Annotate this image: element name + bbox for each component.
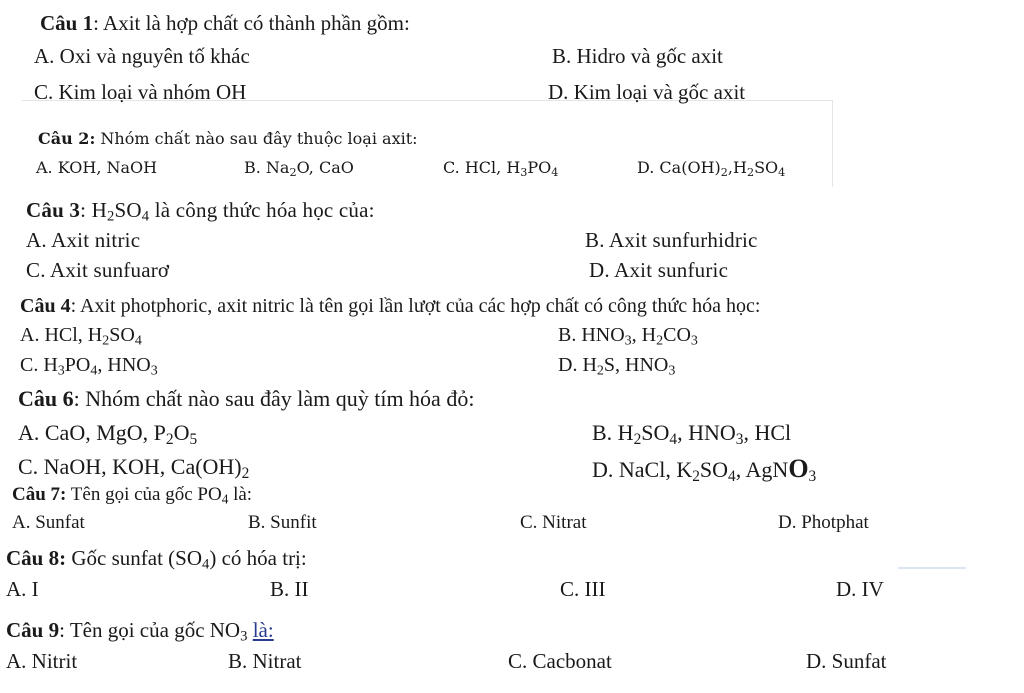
question-9-option-a: A. Nitrit <box>6 649 78 673</box>
question-4-option-a: A. HCl, $H_2SO_4$ <box>20 324 142 349</box>
question-2-option-b: B. $Na_2O$, CaO <box>244 158 354 179</box>
question-1-option-a: A. Oxi và nguyên tố khác <box>34 44 250 68</box>
question-4-option-c: C. $H_3PO_4$, $HNO_3$ <box>20 354 158 379</box>
question-3-option-a: A. Axit nitric <box>26 228 141 252</box>
question-2-option-d: D. $Ca(OH)_2,H_2SO_4$ <box>637 158 786 179</box>
question-7-option-c: C. Nitrat <box>520 512 587 533</box>
question-1-stem: Câu 1: Axit là hợp chất có thành phần gồm: <box>40 11 410 35</box>
question-9-stem: Câu 9: Tên gọi của gốc $NO_3$ là: <box>6 618 274 645</box>
question-8-option-d: D. IV <box>836 577 884 601</box>
question-4-stem: Câu 4: Axit photphoric, axit nitric là tên gọi lần lượt của các hợp chất có công thức hóa học: <box>20 295 761 317</box>
question-9-label: Câu 9 <box>6 618 60 642</box>
question-2-option-c: C. HCl, $H_3PO_4$ <box>443 158 559 179</box>
question-1-option-c: C. Kim loại và nhóm OH <box>34 80 247 104</box>
question-6-option-b: B. $H_2SO_4$, $HNO_3$, HCl <box>592 420 792 448</box>
question-1-label: Câu 1 <box>40 11 94 35</box>
faint-line <box>898 567 966 569</box>
question-4-option-b: B. $HNO_3$, $H_2CO_3$ <box>558 324 698 349</box>
question-9-underlined-la: là: <box>252 618 274 642</box>
question-3-option-d: D. Axit sunfuric <box>589 258 729 282</box>
question-2-stem: Câu 2: Nhóm chất nào sau đây thuộc loại axit: <box>38 129 418 148</box>
question-4-option-d: D. $H_2S$, $HNO_3$ <box>558 354 676 379</box>
question-6-label: Câu 6 <box>18 386 74 411</box>
question-6-stem: Câu 6: Nhóm chất nào sau đây làm quỳ tím hóa đỏ: <box>18 386 475 411</box>
question-8-option-a: A. I <box>6 577 39 601</box>
question-4-label: Câu 4 <box>20 295 71 317</box>
question-6-option-d: D. NaCl, $K_2SO_4$, AgNO$_3$ <box>592 454 817 485</box>
question-9-option-d: D. Sunfat <box>806 649 887 673</box>
question-6-option-a: A. CaO, MgO, $P_2O_5$ <box>18 420 198 448</box>
question-2-label: Câu 2: <box>38 129 96 148</box>
question-7-option-b: B. Sunfit <box>248 512 317 533</box>
question-6-option-c: C. NaOH, KOH, $Ca(OH)_2$ <box>18 454 250 482</box>
question-8-label: Câu 8: <box>6 546 67 570</box>
question-2-option-a: A. KOH, NaOH <box>36 158 158 177</box>
question-1-option-d: D. Kim loại và gốc axit <box>548 80 746 104</box>
question-1-option-b: B. Hidro và gốc axit <box>552 44 723 68</box>
question-8-option-c: C. III <box>560 577 606 601</box>
question-3-option-c: C. Axit sunfuarơ <box>26 258 170 282</box>
question-8-option-b: B. II <box>270 577 309 601</box>
question-9-option-c: C. Cacbonat <box>508 649 612 673</box>
question-7-option-a: A. Sunfat <box>12 512 85 533</box>
question-3-label: Câu 3 <box>26 198 81 222</box>
question-7-option-d: D. Photphat <box>778 512 869 533</box>
question-8-stem: Câu 8: Gốc sunfat $(SO_4)$ có hóa trị: <box>6 546 307 573</box>
question-7-label: Câu 7: <box>12 484 67 505</box>
question-3-stem: Câu 3: $H_2SO_4$ là công thức hóa học của: <box>26 198 375 225</box>
question-3-option-b: B. Axit sunfurhidric <box>585 228 758 252</box>
question-9-option-b: B. Nitrat <box>228 649 302 673</box>
question-7-stem: Câu 7: Tên gọi của gốc $PO_4$ là: <box>12 484 253 507</box>
